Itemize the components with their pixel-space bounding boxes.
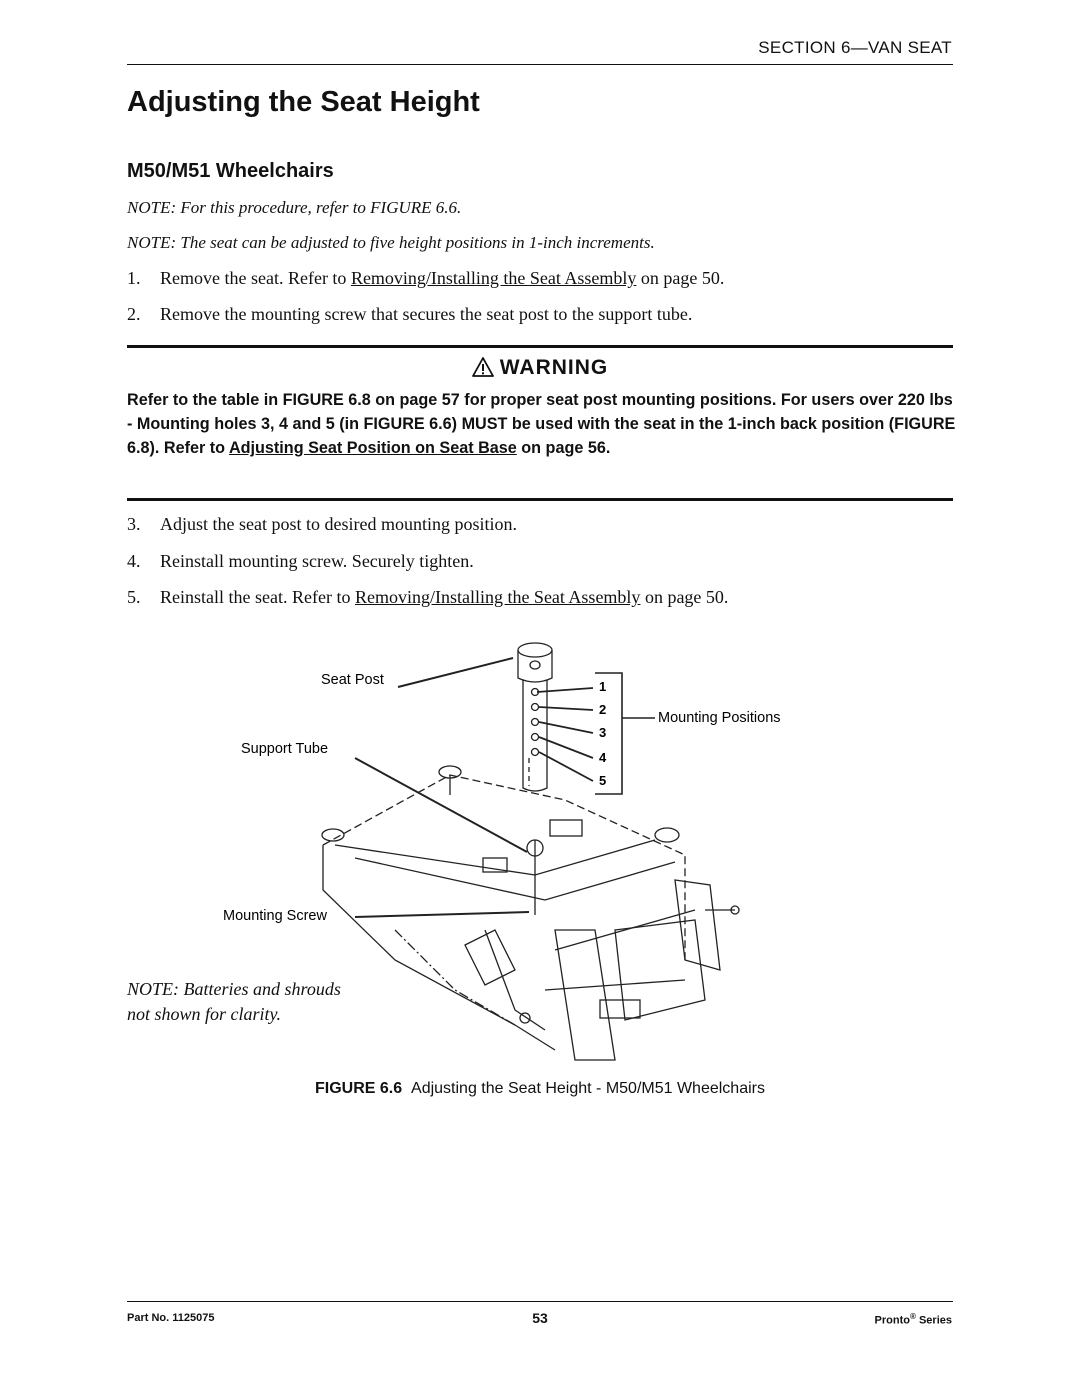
step-text: Adjust the seat post to desired mounting position. (160, 514, 517, 534)
figure-note-line: not shown for clarity. (127, 1004, 282, 1024)
warning-title (0, 356, 1080, 380)
link-removing-installing-seat[interactable]: Removing/Installing the Seat Assembly (354, 587, 641, 607)
step-number: 2. (127, 304, 141, 324)
note-height-positions: NOTE: The seat can be adjusted to five height positions in 1-inch increments. (127, 233, 655, 252)
label-seat-post: Seat Post (321, 672, 384, 688)
label-mounting-positions: Mounting Positions (658, 710, 781, 726)
footer-page-number: 53 (532, 1310, 548, 1326)
subheading: M50/M51 Wheelchairs (127, 160, 334, 182)
figure-note (127, 977, 341, 1027)
step-2 (127, 304, 692, 325)
step-3 (127, 514, 517, 535)
note-figure-ref: NOTE: For this procedure, refer to FIGURE 6.6. (127, 198, 462, 217)
figure-caption (0, 1080, 1080, 1098)
step-text: Reinstall mounting screw. Securely tighten. (160, 551, 474, 571)
warning-title-text: WARNING (499, 356, 609, 379)
step-text: Remove the mounting screw that secures the seat post to the support tube. (160, 304, 693, 324)
step-text: on page 50. (640, 587, 729, 607)
warning-rule-bottom (127, 498, 953, 501)
footer-series-name: Pronto (874, 1314, 910, 1327)
footer-rule (127, 1301, 953, 1302)
footer-series (875, 1312, 952, 1327)
position-4: 4 (599, 750, 607, 765)
step-number: 3. (127, 514, 141, 534)
step-text: on page 50. (636, 268, 725, 288)
step-text: Reinstall the seat. Refer to (160, 587, 355, 607)
position-5: 5 (599, 773, 607, 788)
step-1 (127, 268, 724, 289)
step-number: 1. (127, 268, 141, 288)
label-support-tube: Support Tube (241, 741, 329, 757)
warning-text-part: Refer to the table in FIGURE 6.8 on page 57 for proper seat post mounting positions. For users over 220 lbs - Mounting holes 3, 4 and 5 (in FIGURE 6.6) MUST be used with the seat in the 1-inch back position (FIGURE 6.8). Refer to (127, 391, 956, 457)
step-5 (127, 587, 728, 608)
warning-text (127, 388, 957, 460)
warning-rule-top (127, 345, 953, 348)
footer-series-suffix: Series (915, 1314, 952, 1327)
header-rule (127, 64, 953, 65)
step-text: Remove the seat. Refer to (160, 268, 351, 288)
link-removing-installing-seat[interactable]: Removing/Installing the Seat Assembly (350, 268, 637, 288)
section-header: SECTION 6—VAN SEAT (758, 38, 952, 57)
label-mounting-screw: Mounting Screw (223, 908, 327, 924)
footer-part-number: Part No. 1125075 (127, 1312, 215, 1324)
warning-triangle-icon (472, 357, 494, 377)
figure-caption-text: Adjusting the Seat Height - M50/M51 Wheelchairs (411, 1080, 765, 1097)
position-3: 3 (599, 725, 607, 740)
registered-mark: ® (910, 1312, 916, 1321)
position-1: 1 (599, 679, 607, 694)
figure-caption-label: FIGURE 6.6 (315, 1080, 403, 1097)
warning-text-part: on page 56. (516, 439, 611, 457)
link-adjusting-seat-position[interactable]: Adjusting Seat Position on Seat Base (228, 439, 517, 457)
step-number: 4. (127, 551, 141, 571)
step-4 (127, 551, 474, 572)
step-number: 5. (127, 587, 141, 607)
page-title: Adjusting the Seat Height (127, 86, 480, 118)
position-2: 2 (599, 702, 607, 717)
figure-note-line: NOTE: Batteries and shrouds (127, 979, 341, 999)
